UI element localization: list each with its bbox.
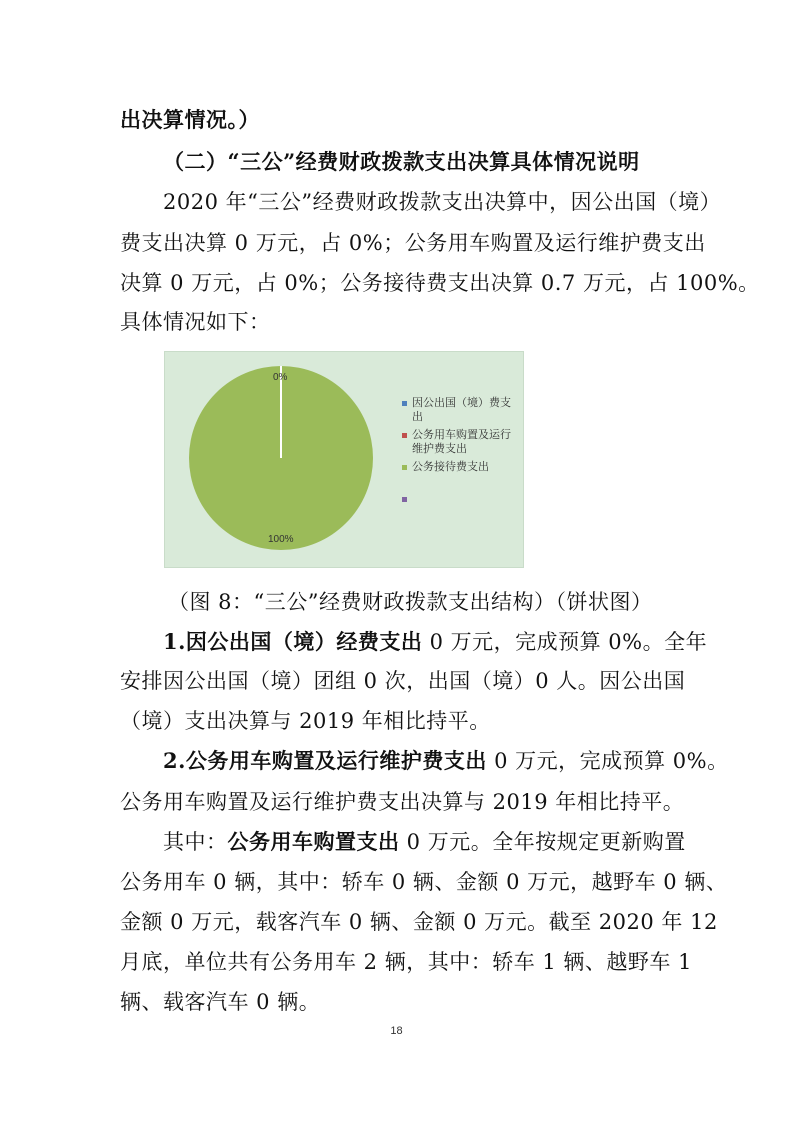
normal-segment: 公务用车购置及运行维护费支出决算与 2019 年相比持平。 bbox=[120, 790, 685, 814]
pie-label-bottom: 100% bbox=[268, 534, 294, 545]
text-line-12 bbox=[163, 827, 723, 857]
text-line-4: 费支出决算 0 万元，占 0%；公务用车购置及运行维护费支出 bbox=[120, 231, 706, 255]
normal-segment: （境）支出决算与 2019 年相比持平。 bbox=[120, 709, 491, 733]
legend-label: 公务用车购置及运行维护费支出 bbox=[412, 428, 511, 455]
text-line-13 bbox=[120, 867, 728, 897]
text-line-5: 决算 0 万元，占 0%；公务接待费支出决算 0.7 万元，占 100%。 bbox=[120, 271, 760, 295]
bold-segment: 1.因公出国（境）经费支出 bbox=[163, 629, 423, 654]
text-line-16 bbox=[120, 987, 680, 1017]
legend-label: 公务接待费支出 bbox=[412, 460, 489, 473]
legend-swatch bbox=[402, 465, 407, 470]
text-line-6: 具体情况如下： bbox=[120, 310, 271, 334]
text-line-7 bbox=[163, 627, 723, 657]
text-line-8 bbox=[120, 666, 686, 696]
text-line-15 bbox=[120, 947, 692, 977]
text-line-14 bbox=[120, 907, 718, 937]
normal-segment: 公务用车 0 辆，其中：轿车 0 辆、金额 0 万元，越野车 0 辆、 bbox=[120, 870, 728, 894]
legend-item bbox=[402, 428, 514, 456]
bold-segment: 2.公务用车购置及运行维护费支出 bbox=[163, 748, 487, 773]
chart-legend bbox=[402, 396, 514, 492]
prefix-segment: 其中： bbox=[163, 830, 228, 854]
normal-segment: 0 万元，完成预算 0%。全年 bbox=[422, 630, 708, 654]
legend-swatch bbox=[402, 401, 407, 406]
bold-segment: 公务用车购置支出 bbox=[227, 829, 400, 854]
pie-label-top: 0% bbox=[273, 372, 288, 383]
normal-segment: 月底，单位共有公务用车 2 辆，其中：轿车 1 辆、越野车 1 bbox=[120, 950, 692, 974]
text-line-3: 2020 年“三公”经费财政拨款支出决算中，因公出国（境） bbox=[163, 190, 722, 214]
text-line-10 bbox=[163, 746, 729, 776]
normal-segment: 安排因公出国（境）团组 0 次，出国（境）0 人。因公出国 bbox=[120, 669, 686, 693]
legend-item bbox=[402, 396, 514, 424]
normal-segment: 0 万元。全年按规定更新购置 bbox=[399, 830, 686, 854]
legend-swatch bbox=[402, 497, 407, 502]
legend-item bbox=[402, 460, 514, 474]
text-line-9 bbox=[120, 706, 680, 736]
legend-label: 因公出国（境）费支出 bbox=[412, 396, 511, 423]
text-line-11 bbox=[120, 787, 685, 817]
text-line-1: 出决算情况。） bbox=[120, 107, 260, 132]
legend-swatch bbox=[402, 433, 407, 438]
normal-segment: 金额 0 万元，载客汽车 0 辆、金额 0 万元。截至 2020 年 12 bbox=[120, 910, 718, 934]
normal-segment: 0 万元，完成预算 0%。 bbox=[486, 749, 729, 773]
page-number: 18 bbox=[390, 1025, 403, 1037]
section-heading: （二）“三公”经费财政拨款支出决算具体情况说明 bbox=[163, 149, 640, 174]
normal-segment: 辆、载客汽车 0 辆。 bbox=[120, 990, 321, 1014]
figure-caption: （图 8：“三公”经费财政拨款支出结构）（饼状图） bbox=[168, 590, 653, 614]
